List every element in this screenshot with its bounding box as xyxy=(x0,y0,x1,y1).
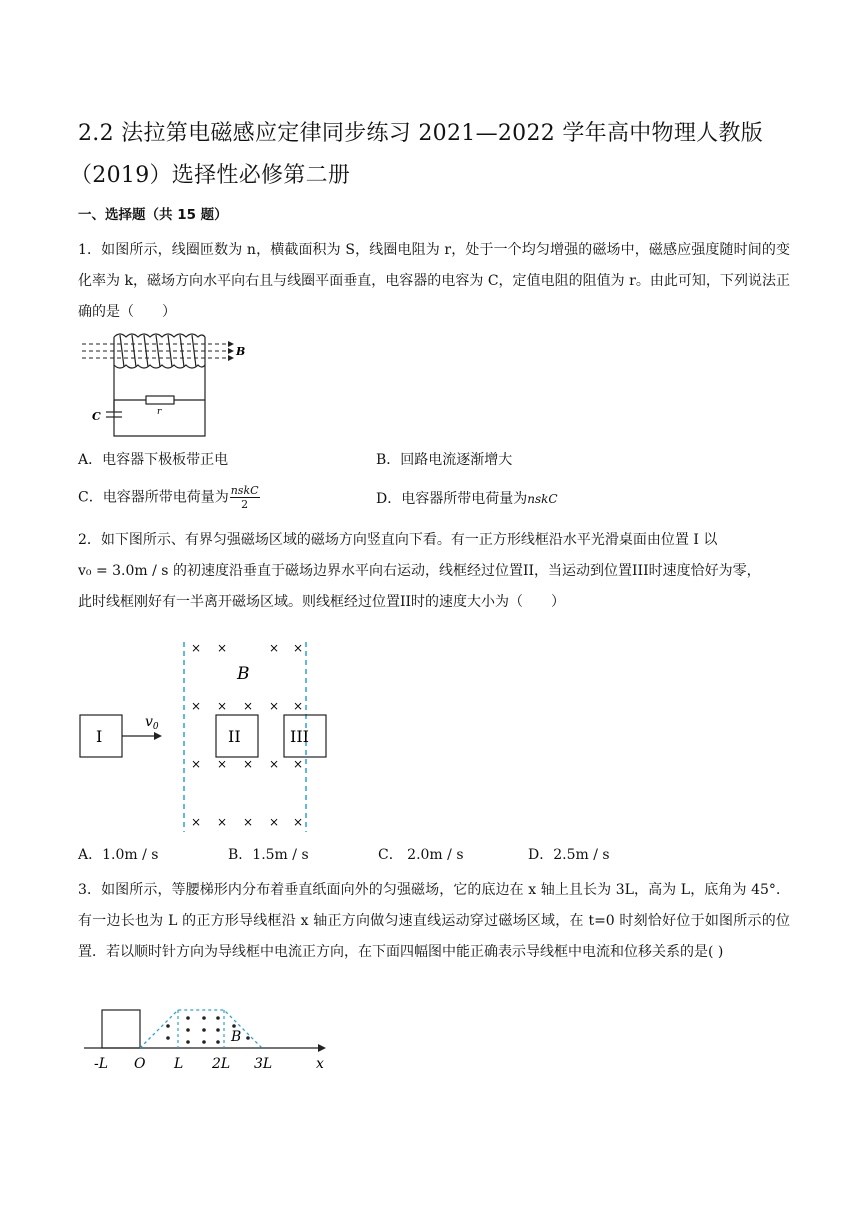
frame-III-label: III xyxy=(290,727,309,746)
q1-option-b[interactable]: B．回路电流逐渐增大 xyxy=(376,452,513,468)
field-dot xyxy=(166,1036,170,1040)
field-cross-mark: × xyxy=(217,757,228,771)
field-cross-mark: × xyxy=(191,699,202,713)
document-title xyxy=(70,113,798,197)
velocity-label: $v_0$ xyxy=(145,714,159,732)
title-line-2: （2019）选择性必修第二册 xyxy=(70,163,351,188)
question-2-figure xyxy=(76,640,336,834)
field-dot xyxy=(246,1036,250,1040)
q2-option-b[interactable]: B．1.5m / s xyxy=(228,847,309,863)
field-cross-mark: × xyxy=(269,641,280,655)
q1-option-d-prefix: D．电容器所带电荷量为 xyxy=(376,491,528,507)
field-cross-mark: × xyxy=(269,699,280,713)
field-cross-mark: × xyxy=(191,641,202,655)
field-B-label: B xyxy=(237,664,250,684)
frame-II-label: II xyxy=(228,727,241,746)
axis-tick-label: L xyxy=(174,1056,184,1072)
q2-option-d[interactable]: D．2.5m / s xyxy=(528,847,610,863)
q1-option-c-fraction xyxy=(230,484,260,511)
q1-option-a[interactable]: A．电容器下极板带正电 xyxy=(78,452,229,468)
field-cross-mark: × xyxy=(269,815,280,829)
q1-option-d-value: nskC xyxy=(527,492,558,506)
field-cross-mark: × xyxy=(243,757,254,771)
question-2-stem-line-2: v₀ = 3.0m / s 的初速度沿垂直于磁场边界水平向右运动，线框经过位置II，当运动到位置III时速度恰好为零， xyxy=(78,563,761,579)
question-2-stem-line-1: 2．如下图所示、有界匀强磁场区域的磁场方向竖直向下看。有一正方形线框沿水平光滑桌面由位置 I 以 xyxy=(78,532,718,548)
fraction-numerator: nskC xyxy=(230,484,259,497)
title-line-1: 2.2 法拉第电磁感应定律同步练习 2021—2022 学年高中物理人教版 xyxy=(78,121,764,146)
field-dot xyxy=(202,1028,206,1032)
field-cross-mark: × xyxy=(293,757,304,771)
field-cross-mark: × xyxy=(191,815,202,829)
axis-tick-label: x xyxy=(316,1056,324,1072)
label-B: B xyxy=(236,345,246,358)
field-cross-mark: × xyxy=(293,699,304,713)
field-dot xyxy=(216,1028,220,1032)
q1-option-d[interactable] xyxy=(376,489,558,509)
question-1-figure xyxy=(80,327,250,439)
q2-option-c[interactable]: C． 2.0m / s xyxy=(378,847,464,863)
field-cross-mark: × xyxy=(243,815,254,829)
frame-I-label: I xyxy=(96,727,103,746)
field-dot xyxy=(232,1024,236,1028)
label-r: r xyxy=(157,407,162,417)
question-3-figure xyxy=(82,1004,342,1074)
field-cross-mark: × xyxy=(293,641,304,655)
fraction-denominator: 2 xyxy=(241,498,249,511)
question-3-stem: 3．如图所示，等腰梯形内分布着垂直纸面向外的匀强磁场，它的底边在 x 轴上且长为 3L，高为 L，底角为 45°．有一边长也为 L 的正方形导线框沿 x 轴正方向做匀速直线运动穿过磁场区域，在 t=0 时刻恰好位于如图所示的位置．若以顺时针方向为导线框中电流正方向，在下面四幅图中能正确表示导线框中电流和位移关系的是( ) xyxy=(78,882,790,960)
field-cross-mark: × xyxy=(217,815,228,829)
axis-tick-label: -L xyxy=(94,1056,109,1072)
field-cross-mark: × xyxy=(217,699,228,713)
axis-tick-label: 3L xyxy=(254,1056,273,1072)
section-heading: 一、选择题（共 15 题） xyxy=(78,207,228,223)
label-C: C xyxy=(92,410,101,423)
field-cross-mark: × xyxy=(269,757,280,771)
q1-option-c[interactable] xyxy=(78,484,260,511)
field-cross-mark: × xyxy=(191,757,202,771)
field-cross-mark: × xyxy=(293,815,304,829)
question-2-stem-line-3: 此时线框刚好有一半离开磁场区域。则线框经过位置II时的速度大小为（ ） xyxy=(78,594,566,610)
q2-option-a[interactable]: A．1.0m / s xyxy=(78,847,159,863)
field-dot xyxy=(216,1016,220,1020)
field-dot xyxy=(202,1040,206,1044)
field-dot xyxy=(216,1040,220,1044)
field-dot xyxy=(202,1016,206,1020)
field-dot xyxy=(166,1024,170,1028)
field-cross-mark: × xyxy=(243,699,254,713)
field-dot xyxy=(186,1040,190,1044)
q1-option-c-prefix: C．电容器所带电荷量为 xyxy=(78,489,229,506)
field-dot xyxy=(186,1016,190,1020)
axis-tick-label: 2L xyxy=(212,1056,231,1072)
axis-tick-label: O xyxy=(134,1056,146,1072)
field-cross-mark: × xyxy=(217,641,228,655)
field-B-label: B xyxy=(231,1029,242,1045)
field-dot xyxy=(186,1028,190,1032)
question-1-stem: 1．如图所示，线圈匝数为 n，横截面积为 S，线圈电阻为 r，处于一个均匀增强的磁场中，磁感应强度随时间的变化率为 k，磁场方向水平向右且与线圈平面垂直，电容器的电容为 C，定值电阻的阻值为 r。由此可知，下列说法正确的是（ ） xyxy=(78,242,790,320)
